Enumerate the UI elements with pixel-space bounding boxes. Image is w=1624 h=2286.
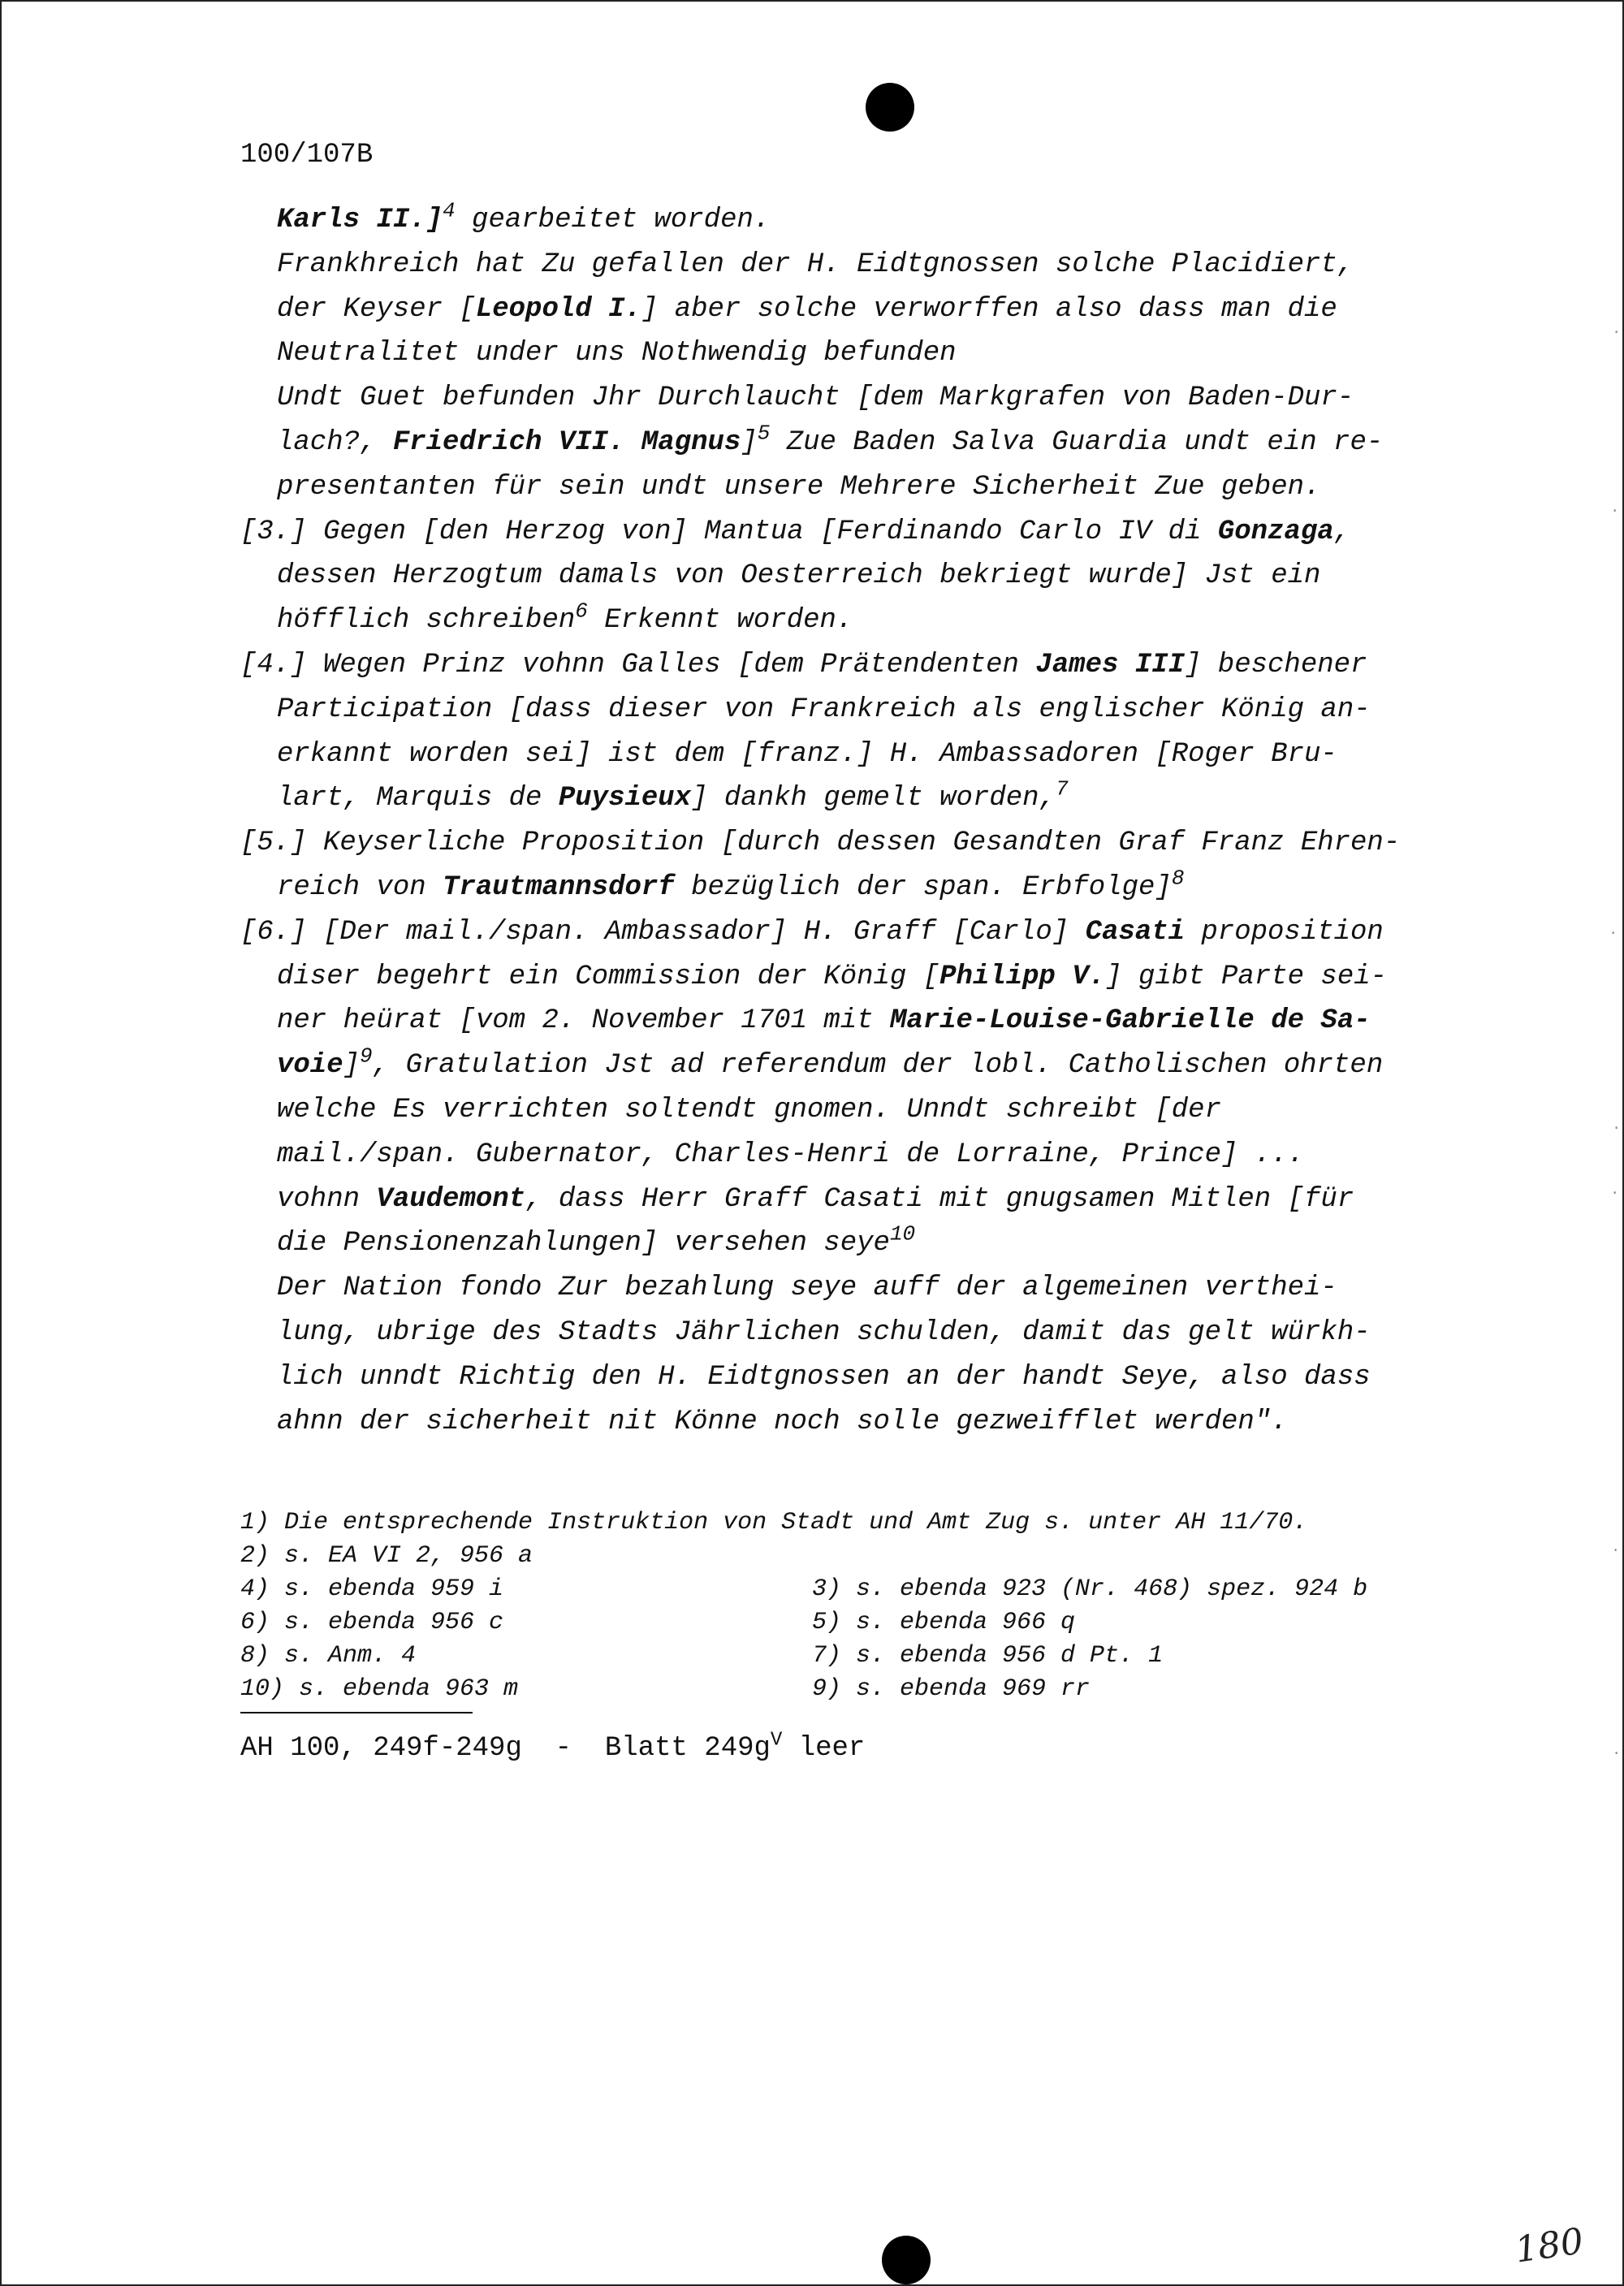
scan-mark: · bbox=[1610, 503, 1619, 520]
scan-mark: · bbox=[1612, 325, 1621, 341]
text-line: Karls II.]$^4$ gearbeitet worden. bbox=[277, 198, 771, 236]
text-line: [5.] Keyserliche Proposition [durch dessen Gesandten Graf Franz Ehren- bbox=[240, 828, 1401, 859]
text-line: Der Nation fondo Zur bezahlung seye auff der algemeinen verthei- bbox=[277, 1273, 1337, 1304]
text-line: Participation [dass dieser von Frankreich als englischer König an- bbox=[277, 694, 1371, 725]
text-line: mail./span. Gubernator, Charles-Henri de Lorraine, Prince] ... bbox=[277, 1139, 1305, 1170]
scan-margin-marks bbox=[1600, 0, 1624, 2286]
text-line: der Keyser [Leopold I.] aber solche verworffen also dass man die bbox=[277, 293, 1337, 325]
scan-mark: · bbox=[1612, 1121, 1621, 1137]
text-line: ahnn der sicherheit nit Könne noch solle gezweifflet werden". bbox=[277, 1406, 1288, 1437]
footnote-9: 9) s. ebenda 969 rr bbox=[812, 1675, 1091, 1703]
text-line: Undt Guet befunden Jhr Durchlaucht [dem Markgrafen von Baden-Dur- bbox=[277, 382, 1354, 414]
footnote-4: 4) s. ebenda 959 i bbox=[240, 1575, 504, 1603]
scan-mark: · bbox=[1611, 1543, 1620, 1559]
text-line: [3.] Gegen [den Herzog von] Mantua [Ferdinando Carlo IV di Gonzaga, bbox=[240, 516, 1351, 547]
punch-hole-top bbox=[866, 83, 914, 132]
scan-mark: · bbox=[1609, 926, 1618, 942]
text-line: diser begehrt ein Commission der König [Philipp V.] gibt Parte sei- bbox=[277, 961, 1388, 992]
text-line: dessen Herzogtum damals von Oesterreich bekriegt wurde] Jst ein bbox=[277, 560, 1321, 592]
text-line: [6.] [Der mail./span. Ambassador] H. Graff [Carlo] Casati proposition bbox=[240, 916, 1384, 948]
scan-mark: · bbox=[1610, 1186, 1619, 1202]
footnote-row bbox=[240, 1473, 1507, 1536]
source-reference: AH 100, 249f-249g - Blatt $249g^V$ leer bbox=[240, 1729, 866, 1764]
text-line: lart, Marquis de Puysieux] dankh gemelt worden,$^7$ bbox=[277, 777, 1069, 815]
footnote-7: 7) s. ebenda 956 d Pt. 1 bbox=[812, 1642, 1164, 1670]
scan-mark: · bbox=[1612, 1746, 1621, 1762]
footnote-divider bbox=[240, 1712, 473, 1713]
footnote-6: 6) s. ebenda 956 c bbox=[240, 1609, 504, 1636]
handwritten-folio-number: 180 bbox=[1512, 2220, 1587, 2271]
text-line: vohnn Vaudemont, dass Herr Graff Casati mit gnugsamen Mitlen [für bbox=[277, 1183, 1354, 1215]
text-line: lich unndt Richtig den H. Eidtgnossen an der handt Seye, also dass bbox=[277, 1361, 1371, 1393]
footnote-10: 10) s. ebenda 963 m bbox=[240, 1675, 519, 1703]
text-line: ner heürat [vom 2. November 1701 mit Marie-Louise-Gabrielle de Sa- bbox=[277, 1005, 1371, 1037]
text-line: reich von Trautmannsdorf bezüglich der span. Erbfolge]$^8$ bbox=[277, 866, 1185, 903]
text-line: Frankhreich hat Zu gefallen der H. Eidtgnossen solche Placidiert, bbox=[277, 248, 1354, 280]
text-line: höfflich schreiben$^6$ Erkennt worden. bbox=[277, 599, 853, 637]
text-line: voie]$^9$, Gratulation Jst ad referendum der lobl. Catholischen ohrten bbox=[277, 1044, 1384, 1082]
punch-hole-bottom bbox=[882, 2236, 931, 2284]
text-line: lach?, Friedrich VII. Magnus]$^5$ Zue Baden Salva Guardia undt ein re- bbox=[277, 421, 1384, 458]
text-line: [4.] Wegen Prinz vohnn Galles [dem Prätendenten James III] beschener bbox=[240, 649, 1367, 681]
footnote-5: 5) s. ebenda 966 q bbox=[812, 1609, 1076, 1636]
text-line: welche Es verrichten soltendt gnomen. Unndt schreibt [der bbox=[277, 1094, 1221, 1126]
text-line: lung, ubrige des Stadts Jährlichen schulden, damit das gelt würkh- bbox=[277, 1316, 1371, 1348]
footnote-3: 3) s. ebenda 923 (Nr. 468) spez. 924 b bbox=[812, 1575, 1368, 1603]
footnote-2: 2) s. EA VI 2, 956 a bbox=[240, 1542, 533, 1570]
document-reference: 100/107B bbox=[240, 140, 374, 171]
text-line: Neutralitet under uns Nothwendig befunden bbox=[277, 338, 957, 369]
text-line: die Pensionenzahlungen] versehen seye$^{10}$ bbox=[277, 1222, 916, 1260]
transcription-body bbox=[240, 198, 1483, 1444]
text-line: presentanten für sein undt unsere Mehrere Sicherheit Zue geben. bbox=[277, 471, 1321, 503]
footnotes bbox=[240, 1473, 1507, 1703]
footnote-1: 1) Die entsprechende Instruktion von Stadt und Amt Zug s. unter AH 11/70. bbox=[240, 1509, 1308, 1536]
text-line: erkannt worden sei] ist dem [franz.] H. Ambassadoren [Roger Bru- bbox=[277, 738, 1337, 770]
footnote-8: 8) s. Anm. 4 bbox=[240, 1642, 417, 1670]
